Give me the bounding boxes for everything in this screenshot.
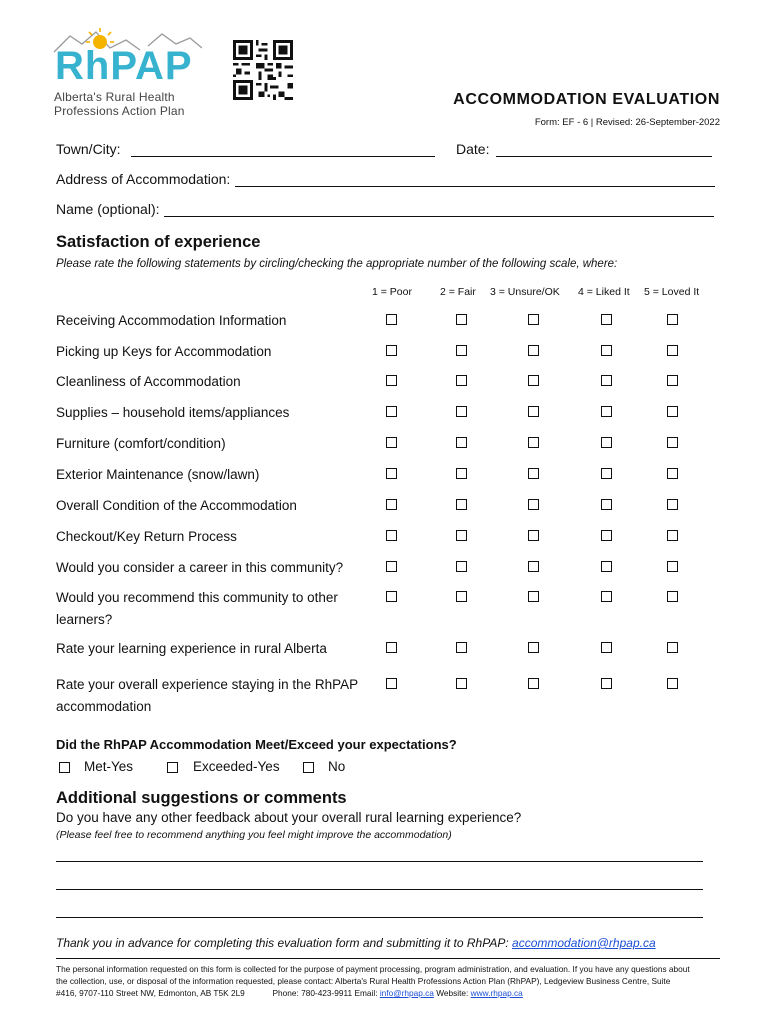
rating-5-checkbox[interactable]	[667, 437, 678, 448]
rating-3-checkbox[interactable]	[528, 530, 539, 541]
rating-3-checkbox[interactable]	[528, 314, 539, 325]
rating-3-checkbox[interactable]	[528, 561, 539, 572]
name-field[interactable]	[164, 216, 714, 217]
town-field[interactable]	[131, 156, 435, 157]
rating-3-checkbox[interactable]	[528, 642, 539, 653]
rating-4-checkbox[interactable]	[601, 468, 612, 479]
privacy-footer	[56, 963, 722, 999]
rating-5-checkbox[interactable]	[667, 642, 678, 653]
rating-1-checkbox[interactable]	[386, 314, 397, 325]
address-label: Address of Accommodation:	[56, 171, 231, 187]
rating-2-checkbox[interactable]	[456, 561, 467, 572]
name-label: Name (optional):	[56, 201, 160, 217]
rating-1-checkbox[interactable]	[386, 678, 397, 689]
footer-address: #416, 9707-110 Street NW, Edmonton, AB T5K 2L9	[56, 988, 245, 998]
rating-2-checkbox[interactable]	[456, 437, 467, 448]
accommodation-email-link[interactable]: accommodation@rhpap.ca	[512, 936, 656, 950]
rating-2-checkbox[interactable]	[456, 468, 467, 479]
rating-item-label: Would you recommend this community to other learners?	[56, 590, 338, 627]
rating-4-checkbox[interactable]	[601, 499, 612, 510]
website-link[interactable]: www.rhpap.ca	[470, 988, 523, 998]
address-field[interactable]	[235, 186, 715, 187]
rating-3-checkbox[interactable]	[528, 468, 539, 479]
rating-2-checkbox[interactable]	[456, 591, 467, 602]
rhpap-logo	[52, 26, 202, 120]
thank-you-text: Thank you in advance for completing this evaluation form and submitting it to RhPAP:	[56, 936, 509, 950]
satisfaction-heading: Satisfaction of experience	[56, 233, 261, 251]
scale-label-2: 2 = Fair	[440, 286, 476, 298]
date-label: Date:	[456, 141, 490, 157]
rating-1-checkbox[interactable]	[386, 468, 397, 479]
rating-4-checkbox[interactable]	[601, 678, 612, 689]
qr-code	[233, 40, 293, 100]
rating-3-checkbox[interactable]	[528, 406, 539, 417]
expectations-question: Did the RhPAP Accommodation Meet/Exceed your expectations?	[56, 737, 457, 752]
comment-line-3[interactable]	[56, 917, 703, 918]
feedback-note: (Please feel free to recommend anything you feel might improve the accommodation)	[56, 829, 452, 841]
rating-item-label: Checkout/Key Return Process	[56, 529, 237, 544]
rating-4-checkbox[interactable]	[601, 530, 612, 541]
rating-item-label: Picking up Keys for Accommodation	[56, 344, 272, 359]
footer-phone: Phone: 780-423-9911 Email:	[272, 988, 378, 998]
thank-you-note	[56, 936, 656, 950]
rating-3-checkbox[interactable]	[528, 375, 539, 386]
rating-2-checkbox[interactable]	[456, 678, 467, 689]
rating-2-checkbox[interactable]	[456, 314, 467, 325]
rating-1-checkbox[interactable]	[386, 499, 397, 510]
rating-item-label: Supplies – household items/appliances	[56, 405, 290, 420]
rating-4-checkbox[interactable]	[601, 345, 612, 356]
footer-line-2: the collection, use, or disposal of the information requested, please contact: Alberta's Rural Health Professions Action Plan (RhPAP), Ledgeview Business Centre, Suite	[56, 976, 671, 986]
feedback-question: Do you have any other feedback about your overall rural learning experience?	[56, 810, 522, 825]
rating-3-checkbox[interactable]	[528, 437, 539, 448]
rating-1-checkbox[interactable]	[386, 530, 397, 541]
rating-3-checkbox[interactable]	[528, 499, 539, 510]
rating-1-checkbox[interactable]	[386, 406, 397, 417]
rating-5-checkbox[interactable]	[667, 561, 678, 572]
rating-4-checkbox[interactable]	[601, 561, 612, 572]
scale-label-3: 3 = Unsure/OK	[490, 286, 560, 298]
rating-3-checkbox[interactable]	[528, 591, 539, 602]
met-yes-label: Met-Yes	[84, 759, 134, 774]
scale-label-4: 4 = Liked It	[578, 286, 630, 298]
info-email-link[interactable]: info@rhpap.ca	[379, 988, 434, 998]
logo-wordmark: RhPAP	[55, 44, 193, 88]
date-field[interactable]	[496, 156, 712, 157]
rating-item-label: Rate your overall experience staying in the RhPAP accommodation	[56, 677, 358, 714]
rating-4-checkbox[interactable]	[601, 437, 612, 448]
comment-line-1[interactable]	[56, 861, 703, 862]
rating-1-checkbox[interactable]	[386, 375, 397, 386]
footer-line-3	[56, 987, 722, 999]
rating-1-checkbox[interactable]	[386, 561, 397, 572]
rating-1-checkbox[interactable]	[386, 345, 397, 356]
rating-item-label: Cleanliness of Accommodation	[56, 374, 241, 389]
exceeded-yes-checkbox[interactable]	[167, 762, 178, 773]
rating-1-checkbox[interactable]	[386, 591, 397, 602]
met-yes-checkbox[interactable]	[59, 762, 70, 773]
rating-5-checkbox[interactable]	[667, 314, 678, 325]
rating-2-checkbox[interactable]	[456, 345, 467, 356]
no-label: No	[328, 759, 346, 774]
rating-5-checkbox[interactable]	[667, 530, 678, 541]
rating-2-checkbox[interactable]	[456, 375, 467, 386]
rating-1-checkbox[interactable]	[386, 642, 397, 653]
comment-line-2[interactable]	[56, 889, 703, 890]
rating-2-checkbox[interactable]	[456, 406, 467, 417]
rating-3-checkbox[interactable]	[528, 678, 539, 689]
rating-4-checkbox[interactable]	[601, 406, 612, 417]
rating-2-checkbox[interactable]	[456, 530, 467, 541]
scale-label-1: 1 = Poor	[372, 286, 412, 298]
rating-instructions: Please rate the following statements by circling/checking the appropriate number of the following scale, where:	[56, 258, 618, 270]
logo-subtitle-line-1: Alberta's Rural Health	[54, 90, 175, 104]
rating-5-checkbox[interactable]	[667, 678, 678, 689]
rating-item-label: Overall Condition of the Accommodation	[56, 498, 297, 513]
logo-subtitle-line-2: Professions Action Plan	[54, 104, 185, 118]
form-revision: Form: EF - 6 | Revised: 26-September-2022	[534, 117, 720, 128]
footer-website-label: Website:	[436, 988, 469, 998]
rating-4-checkbox[interactable]	[601, 375, 612, 386]
logo-subtitle	[54, 90, 185, 118]
document-title: ACCOMMODATION EVALUATION	[453, 91, 720, 108]
rating-4-checkbox[interactable]	[601, 591, 612, 602]
footer-line-1: The personal information requested on this form is collected for the purpose of payment processing, program administration, and evaluation. If you have any questions about	[56, 964, 690, 974]
town-label: Town/City:	[56, 141, 121, 157]
rating-5-checkbox[interactable]	[667, 375, 678, 386]
rating-5-checkbox[interactable]	[667, 499, 678, 510]
rating-item-label: Furniture (comfort/condition)	[56, 436, 226, 451]
footer-divider	[56, 958, 720, 959]
rating-5-checkbox[interactable]	[667, 468, 678, 479]
rating-4-checkbox[interactable]	[601, 314, 612, 325]
exceeded-yes-label: Exceeded-Yes	[193, 759, 280, 774]
rating-2-checkbox[interactable]	[456, 642, 467, 653]
rating-5-checkbox[interactable]	[667, 591, 678, 602]
rating-item-label: Rate your learning experience in rural Alberta	[56, 641, 327, 656]
rating-4-checkbox[interactable]	[601, 642, 612, 653]
rating-1-checkbox[interactable]	[386, 437, 397, 448]
rating-5-checkbox[interactable]	[667, 345, 678, 356]
no-checkbox[interactable]	[303, 762, 314, 773]
rating-2-checkbox[interactable]	[456, 499, 467, 510]
rating-3-checkbox[interactable]	[528, 345, 539, 356]
scale-label-5: 5 = Loved It	[644, 286, 700, 298]
suggestions-heading: Additional suggestions or comments	[56, 789, 347, 807]
rating-item-label: Would you consider a career in this community?	[56, 560, 344, 575]
rating-5-checkbox[interactable]	[667, 406, 678, 417]
rating-item-label: Receiving Accommodation Information	[56, 313, 287, 328]
rating-item-label: Exterior Maintenance (snow/lawn)	[56, 467, 260, 482]
